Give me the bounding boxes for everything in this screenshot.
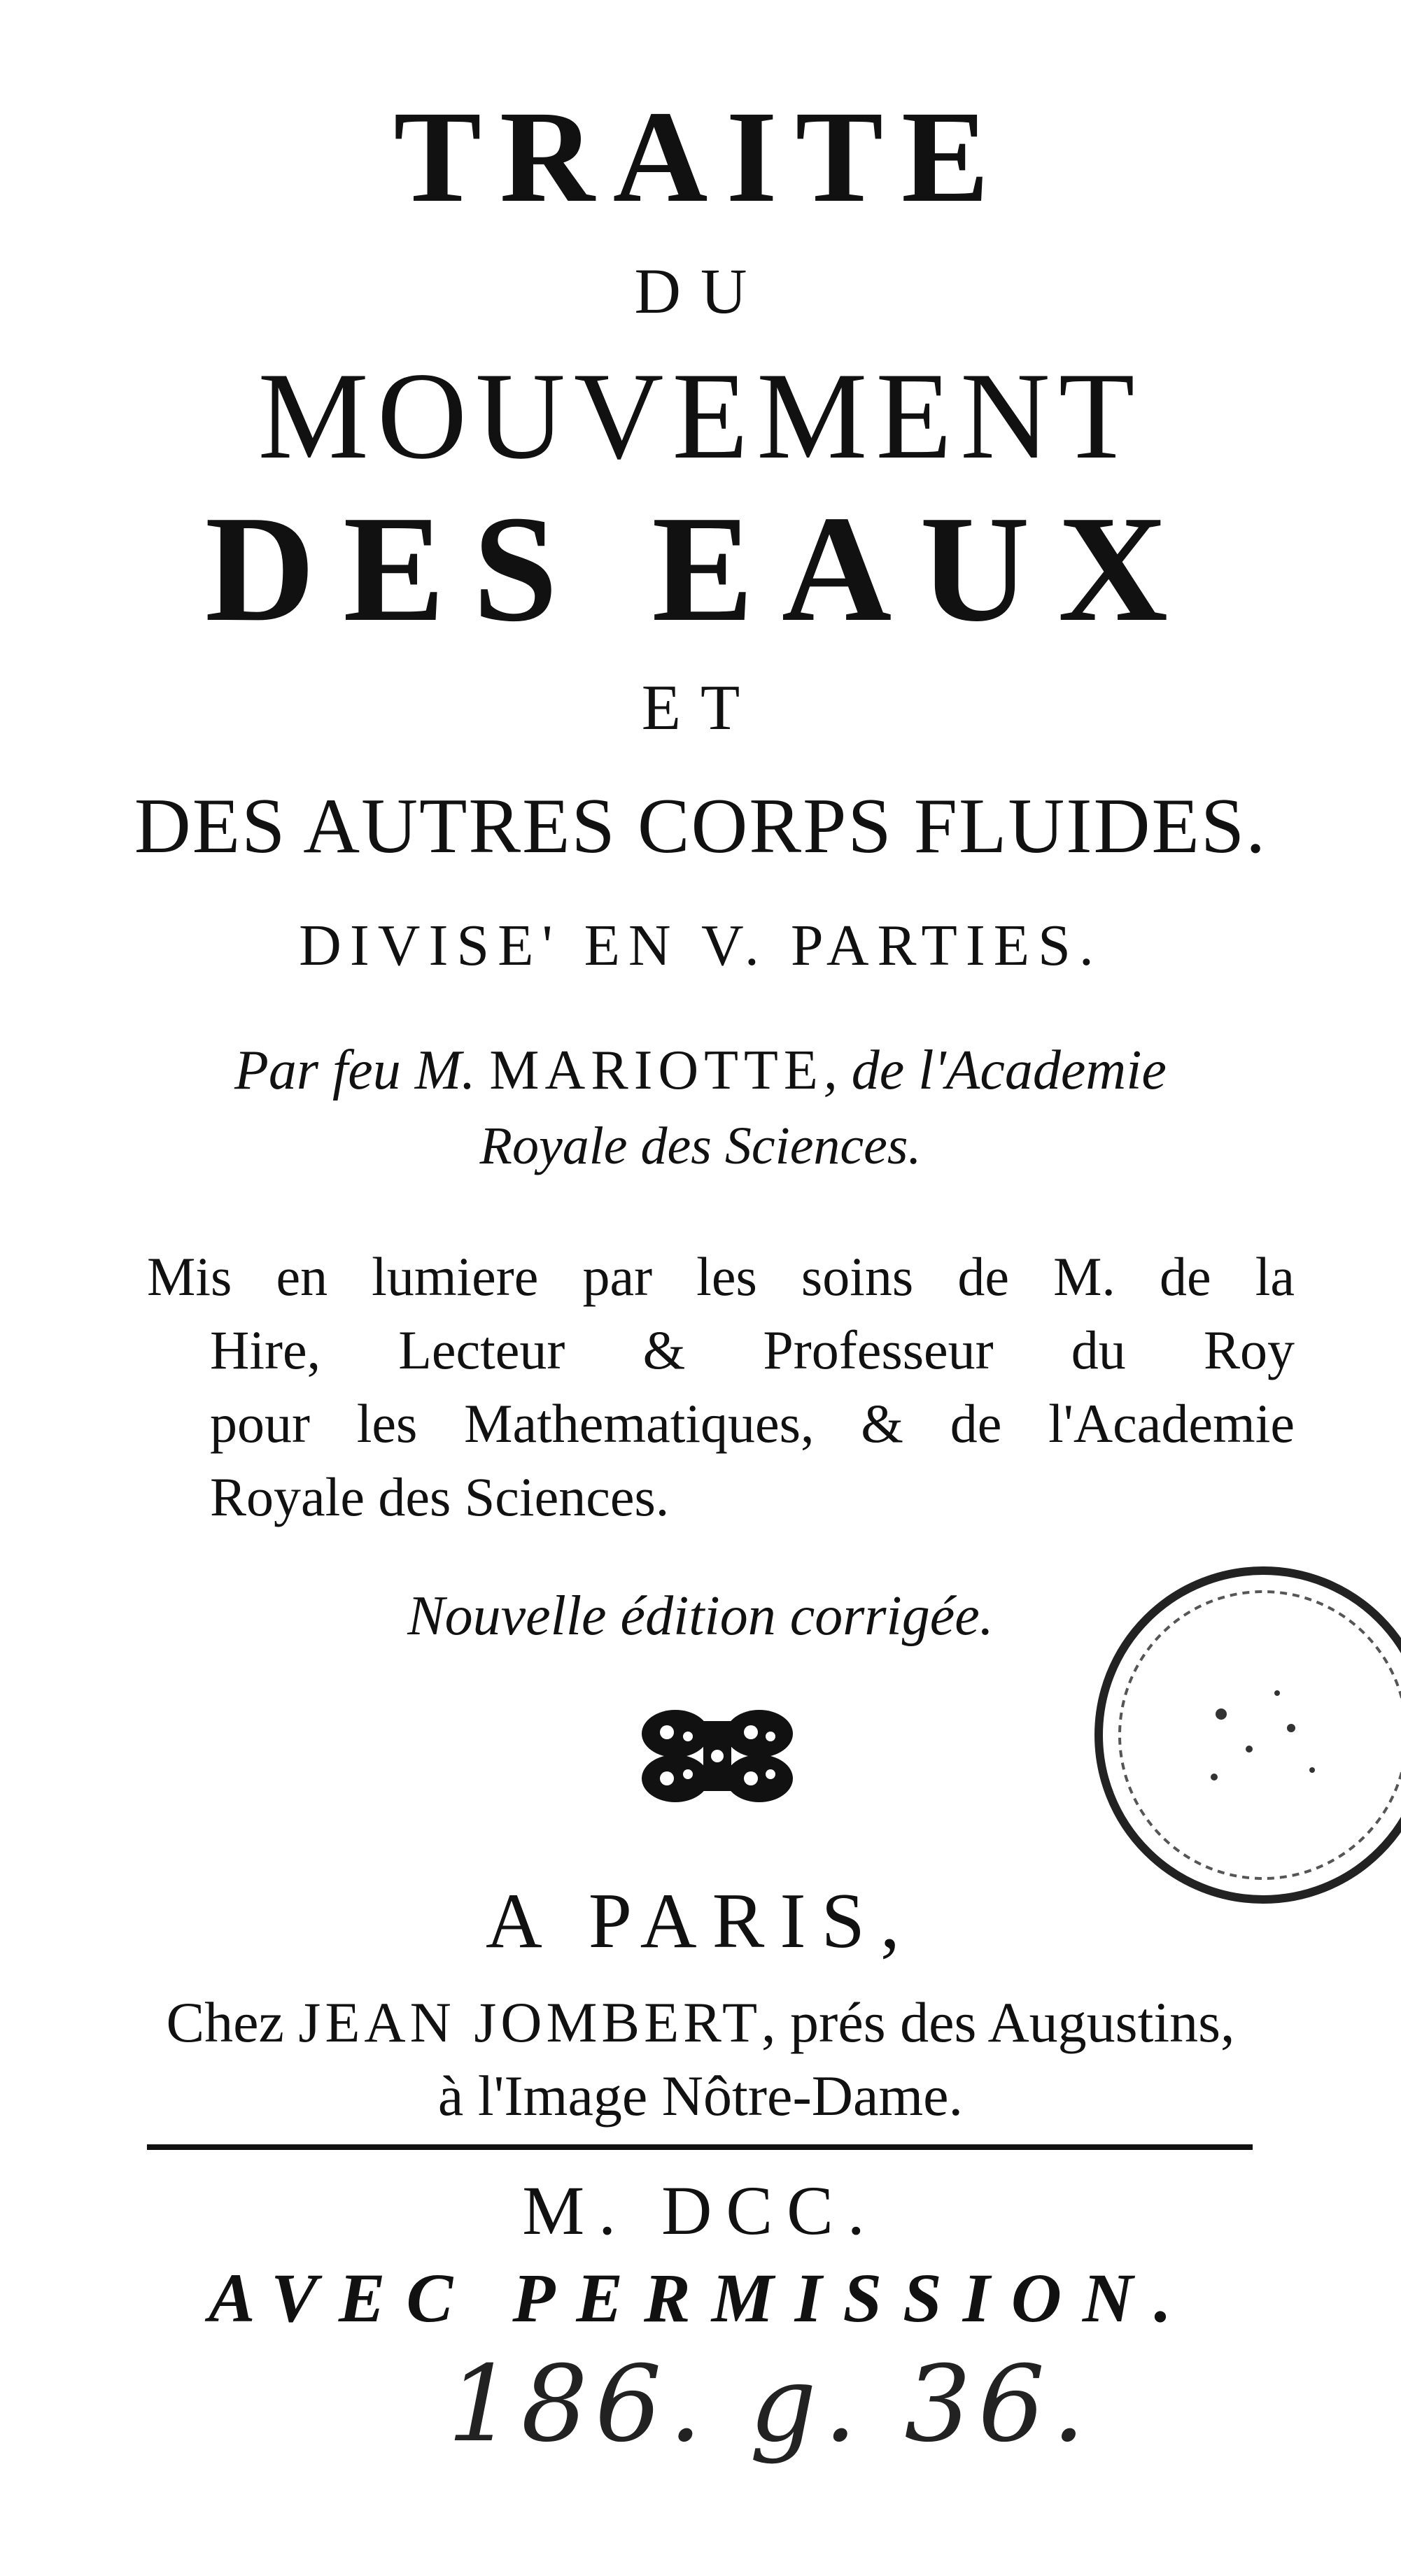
title-line-mouvement: MOUVEMENT <box>258 346 1143 485</box>
title-line-du: DU <box>634 255 767 327</box>
imprint-date: M. DCC. <box>522 2172 879 2249</box>
handwritten-shelfmark: 186. g. 36. <box>447 2344 1092 2465</box>
fleuron-ornament-icon <box>633 1700 801 1812</box>
title-line-corps-fluides: DES AUTRES CORPS FLUIDES. <box>134 783 1267 870</box>
library-stamp-icon <box>1081 1553 1401 1917</box>
title-line-des-eaux: DES EAUX <box>204 485 1197 653</box>
divider-rule <box>147 2144 1253 2150</box>
editor-line-1: Mis en lumiere par les soins de M. de la <box>147 1246 1295 1307</box>
editor-line-4: Royale des Sciences. <box>210 1466 670 1527</box>
publisher-prefix: Chez <box>166 1990 284 2054</box>
publisher-name: JEAN JOMBERT <box>298 1990 762 2054</box>
imprint-address: à l'Image Nôtre-Dame. <box>437 2064 964 2128</box>
author-line <box>0 1040 1401 1101</box>
author-affiliation: Royale des Sciences. <box>479 1117 922 1175</box>
publisher-suffix: , prés des Augustins, <box>761 1990 1235 2054</box>
author-prefix: Par feu M. <box>234 1040 476 1101</box>
edition-note: Nouvelle édition corrigée. <box>407 1585 994 1647</box>
title-line-traite: TRAITE <box>393 83 1008 229</box>
imprint-publisher <box>0 1990 1401 2054</box>
editor-line-3: pour les Mathematiques, & de l'Academie <box>210 1393 1295 1454</box>
author-name: MARIOTTE <box>489 1040 824 1101</box>
editor-line-2: Hire, Lecteur & Professeur du Roy <box>210 1319 1295 1380</box>
imprint-permission: AVEC PERMISSION. <box>208 2259 1193 2337</box>
imprint-place: A PARIS, <box>486 1878 915 1965</box>
title-line-et: ET <box>641 672 760 743</box>
author-suffix: , de l'Academie <box>823 1040 1167 1101</box>
title-line-divise: DIVISE' EN V. PARTIES. <box>299 913 1102 978</box>
